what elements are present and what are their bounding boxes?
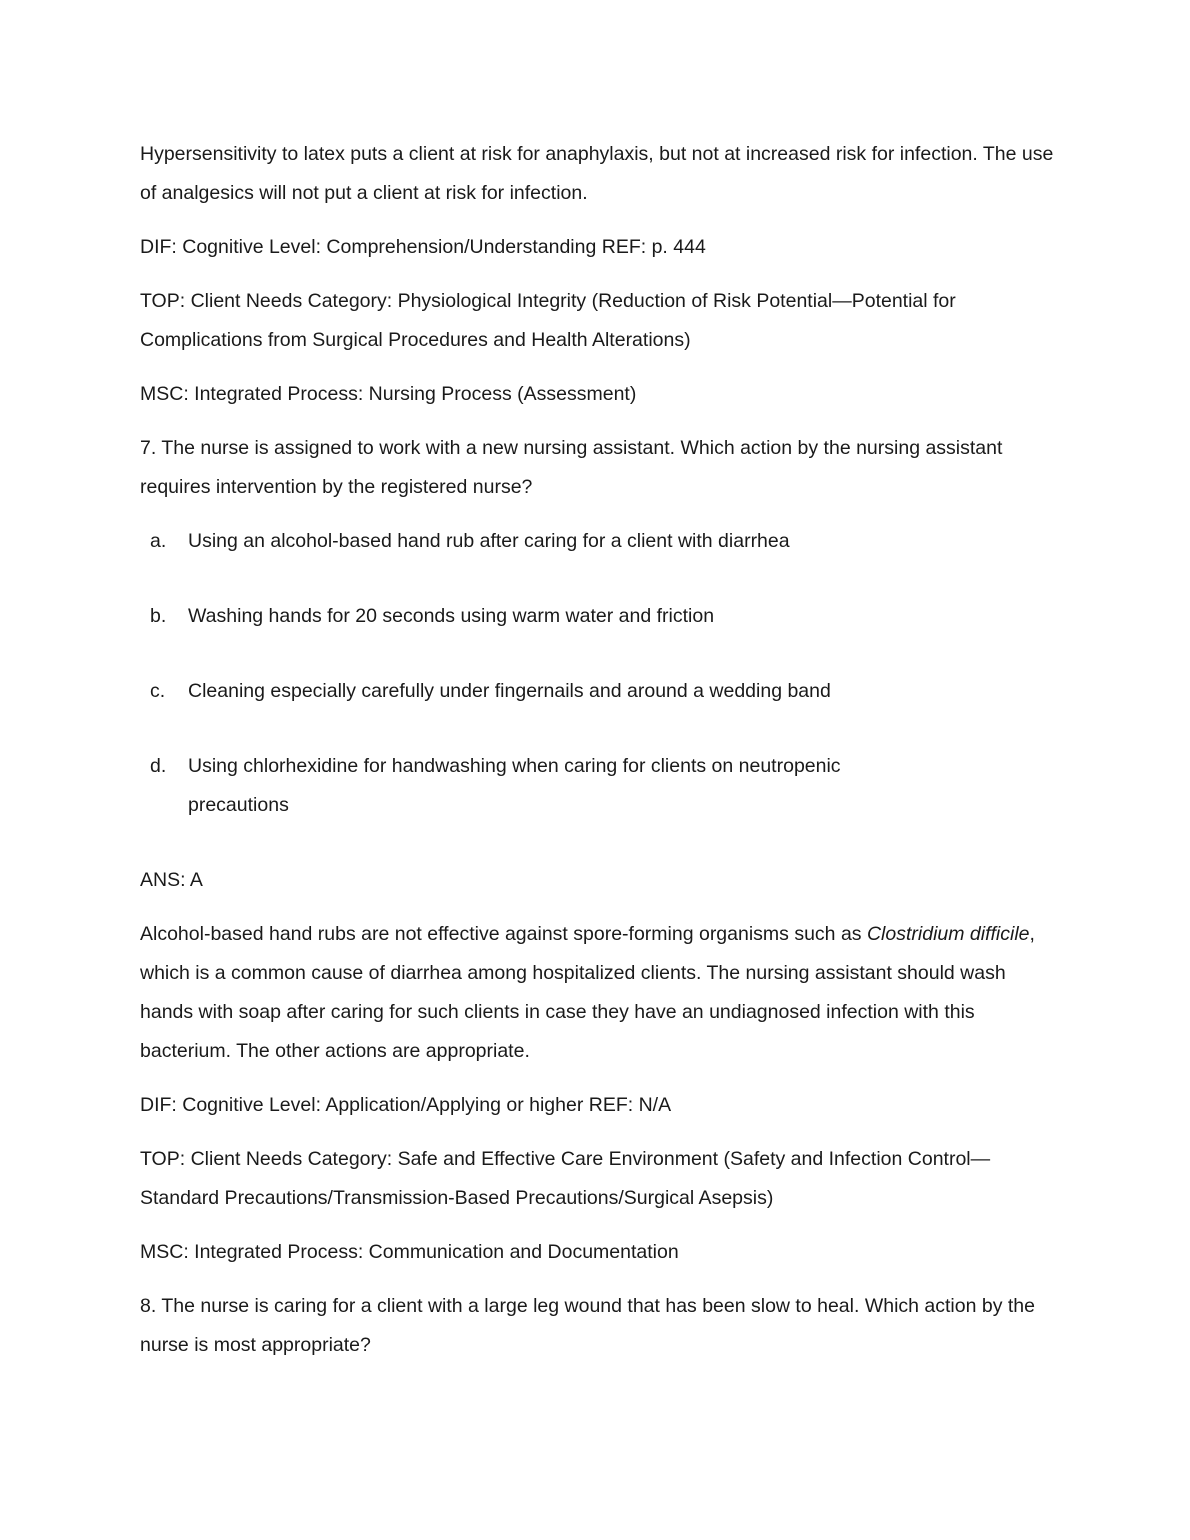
answer-options-list — [140, 522, 1055, 825]
option-d — [140, 747, 1055, 825]
option-letter: d. — [150, 755, 167, 777]
question-7-stem: 7. The nurse is assigned to work with a new nursing assistant. Which action by the nursing assistant requires intervention by the registered nurse? — [140, 437, 1003, 498]
rationale-paragraph-7 — [140, 915, 1055, 1071]
option-text: Using chlorhexidine for handwashing when caring for clients on neutropenic precautions — [188, 755, 841, 816]
top-line-7: TOP: Client Needs Category: Safe and Effective Care Environment (Safety and Infection Control—Standard Precautions/Transmission-Based Precautions/Surgical Asepsis) — [140, 1148, 991, 1209]
rationale-text-start: Alcohol-based hand rubs are not effective against spore-forming organisms such as — [140, 923, 867, 945]
rationale-paragraph: Hypersensitivity to latex puts a client at risk for anaphylaxis, but not at increased risk for infection. The use of analgesics will not put a client at risk for infection. — [140, 143, 1054, 204]
option-c — [140, 672, 1055, 711]
option-letter: b. — [150, 605, 167, 627]
document-page — [140, 135, 1055, 1380]
dif-line-7: DIF: Cognitive Level: Application/Applying or higher REF: N/A — [140, 1094, 672, 1116]
top-line: TOP: Client Needs Category: Physiological Integrity (Reduction of Risk Potential—Potential for Complications from Surgical Procedures and Health Alterations) — [140, 290, 956, 351]
option-text: Using an alcohol-based hand rub after caring for a client with diarrhea — [188, 530, 790, 552]
msc-line: MSC: Integrated Process: Nursing Process (Assessment) — [140, 383, 637, 405]
dif-line: DIF: Cognitive Level: Comprehension/Understanding REF: p. 444 — [140, 236, 706, 258]
answer-line: ANS: A — [140, 869, 203, 891]
msc-line-7: MSC: Integrated Process: Communication and Documentation — [140, 1241, 679, 1263]
option-a — [140, 522, 1055, 561]
option-text: Cleaning especially carefully under fingernails and around a wedding band — [188, 680, 831, 702]
option-text: Washing hands for 20 seconds using warm water and friction — [188, 605, 715, 627]
option-letter: c. — [150, 680, 166, 702]
rationale-italic-organism: Clostridium difficile — [866, 923, 1030, 945]
option-b — [140, 597, 1055, 636]
rationale-text-end: , which is a common cause of diarrhea among hospitalized clients. The nursing assistant should wash hands with soap after caring for such clients in case they have an undiagnosed infection with this bacterium. The other actions are appropriate. — [140, 923, 1035, 1062]
question-8-stem: 8. The nurse is caring for a client with a large leg wound that has been slow to heal. Which action by the nurse is most appropriate? — [140, 1295, 1035, 1356]
option-letter: a. — [150, 530, 167, 552]
